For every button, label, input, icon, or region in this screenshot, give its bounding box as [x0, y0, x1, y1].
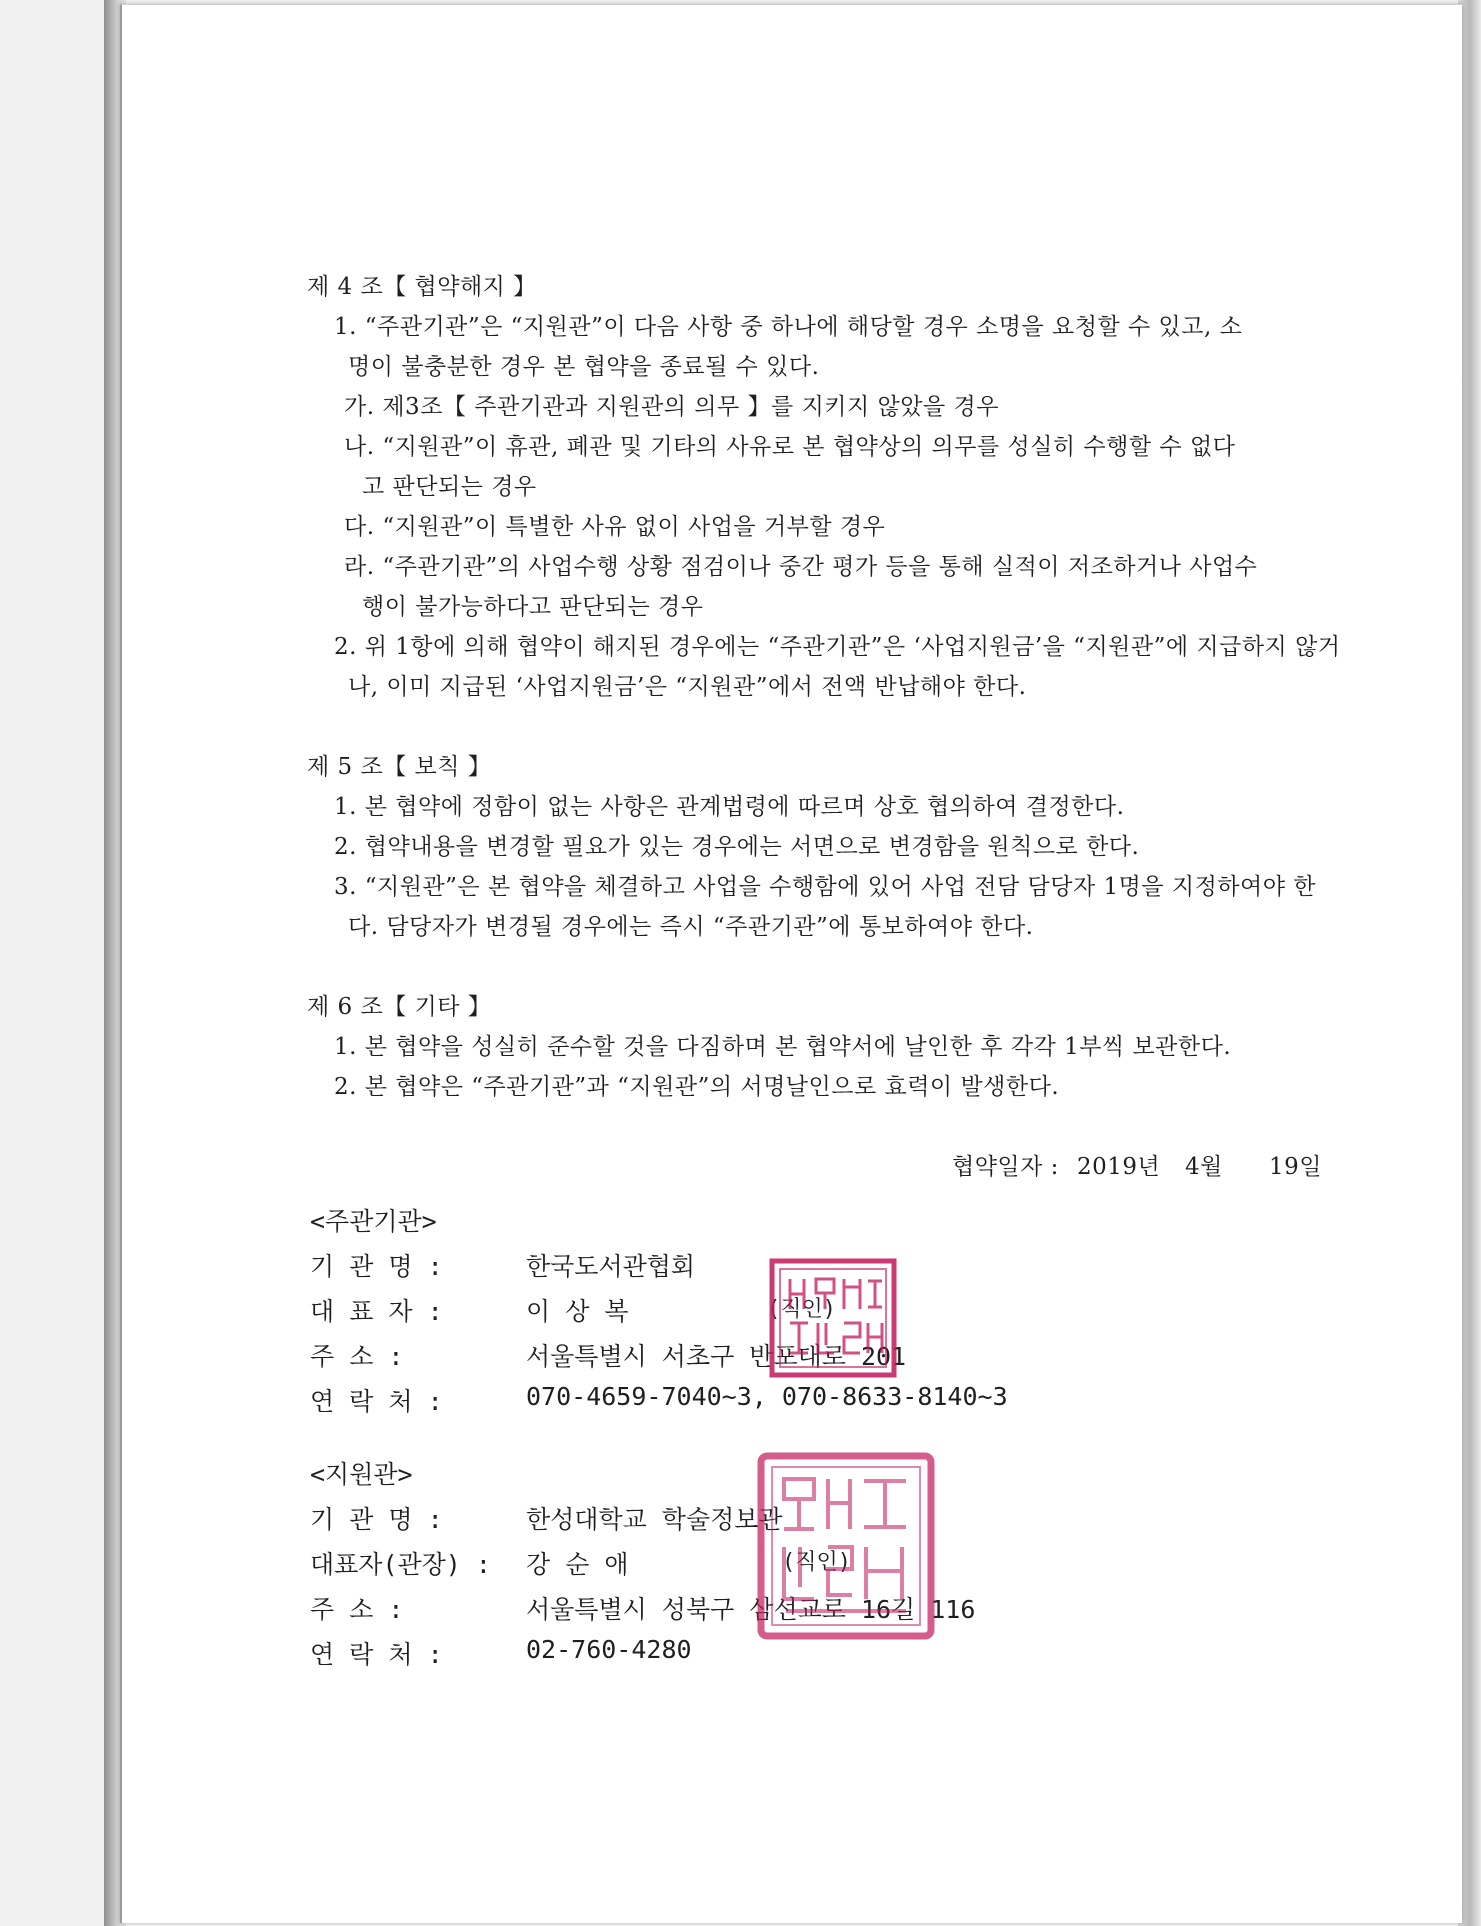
support-contact: 02-760-4280 — [526, 1635, 692, 1664]
article5-heading: 제 5 조【 보칙 】 — [307, 754, 492, 780]
article6-heading: 제 6 조【 기타 】 — [307, 994, 492, 1020]
support-rep: 강 순 애 — [526, 1550, 629, 1579]
article6-item1: 1. 본 협약을 성실히 준수할 것을 다짐하며 본 협약서에 날인한 후 각각 1부씩 보관한다. — [334, 1034, 1232, 1060]
article5-item2: 2. 협약내용을 변경할 필요가 있는 경우에는 서면으로 변경함을 원칙으로 한다. — [334, 834, 1140, 860]
host-name: 한국도서관협회 — [526, 1252, 696, 1281]
host-addr-label: 주 소 : — [310, 1342, 404, 1371]
article4-item1-line2: 명이 불충분한 경우 본 협약을 종료될 수 있다. — [348, 354, 820, 380]
support-name: 한성대학교 학술정보관 — [526, 1505, 783, 1534]
article4-item1-line1: 1. “주관기관”은 “지원관”이 다음 사항 중 하나에 해당할 경우 소명을 요청할 수 있고, 소 — [334, 314, 1243, 340]
article4-heading: 제 4 조【 협약해지 】 — [307, 274, 537, 300]
support-name-label: 기 관 명 : — [310, 1505, 443, 1534]
agreement-date-month: 4월 — [1185, 1154, 1223, 1180]
article4-sub-ra-line1: 라. “주관기관”의 사업수행 상황 점검이나 중간 평가 등을 통해 실적이 저조하거나 사업수 — [344, 554, 1258, 580]
article4-sub-ga: 가. 제3조【 주관기관과 지원관의 의무 】를 지키지 않았을 경우 — [344, 394, 999, 420]
article4-item2-line1: 2. 위 1항에 의해 협약이 해지된 경우에는 “주관기관”은 ‘사업지원금’을 “지원관”에 지급하지 않거 — [334, 634, 1341, 660]
support-addr: 서울특별시 성북구 삼선교로 16길 116 — [526, 1595, 976, 1624]
host-contact-label: 연 락 처 : — [310, 1387, 443, 1416]
article4-sub-na-line1: 나. “지원관”이 휴관, 폐관 및 기타의 사유로 본 협약상의 의무를 성실히 수행할 수 없다 — [344, 434, 1236, 460]
article5-item3-line2: 다. 담당자가 변경될 경우에는 즉시 “주관기관”에 통보하여야 한다. — [348, 914, 1034, 940]
article5-item1: 1. 본 협약에 정함이 없는 사항은 관계법령에 따르며 상호 협의하여 결정한다. — [334, 794, 1125, 820]
host-rep: 이 상 복 — [526, 1297, 629, 1326]
agreement-date-day: 19일 — [1269, 1154, 1322, 1180]
article4-item2-line2: 나, 이미 지급된 ‘사업지원금’은 “지원관”에서 전액 반납해야 한다. — [348, 674, 1027, 700]
support-title: <지원관> — [310, 1460, 413, 1489]
support-addr-label: 주 소 : — [310, 1595, 404, 1624]
article4-sub-na-line2: 고 판단되는 경우 — [362, 474, 537, 500]
article5-item3-line1: 3. “지원관”은 본 협약을 체결하고 사업을 수행함에 있어 사업 전담 담당자 1명을 지정하여야 한 — [334, 874, 1316, 900]
host-seal-stamp — [768, 1257, 898, 1379]
host-contact: 070-4659-7040~3, 070-8633-8140~3 — [526, 1382, 1008, 1411]
support-rep-label: 대표자(관장) : — [310, 1550, 491, 1579]
host-seal-text: (직인) — [767, 1297, 836, 1322]
support-seal-stamp — [756, 1451, 936, 1641]
agreement-date-label: 협약일자 : — [952, 1154, 1059, 1180]
article6-item2: 2. 본 협약은 “주관기관”과 “지원관”의 서명날인으로 효력이 발생한다. — [334, 1074, 1060, 1100]
article4-sub-ra-line2: 행이 불가능하다고 판단되는 경우 — [362, 594, 704, 620]
support-contact-label: 연 락 처 : — [310, 1640, 443, 1669]
host-addr: 서울특별시 서초구 반포대로 201 — [526, 1342, 907, 1371]
host-title: <주관기관> — [310, 1207, 437, 1236]
host-name-label: 기 관 명 : — [310, 1252, 443, 1281]
host-rep-label: 대 표 자 : — [310, 1297, 443, 1326]
article4-sub-da: 다. “지원관”이 특별한 사유 없이 사업을 거부할 경우 — [344, 514, 886, 540]
agreement-date-year: 2019년 — [1077, 1154, 1161, 1180]
document-page — [120, 4, 1462, 1923]
support-seal-text: (직인) — [782, 1550, 851, 1575]
